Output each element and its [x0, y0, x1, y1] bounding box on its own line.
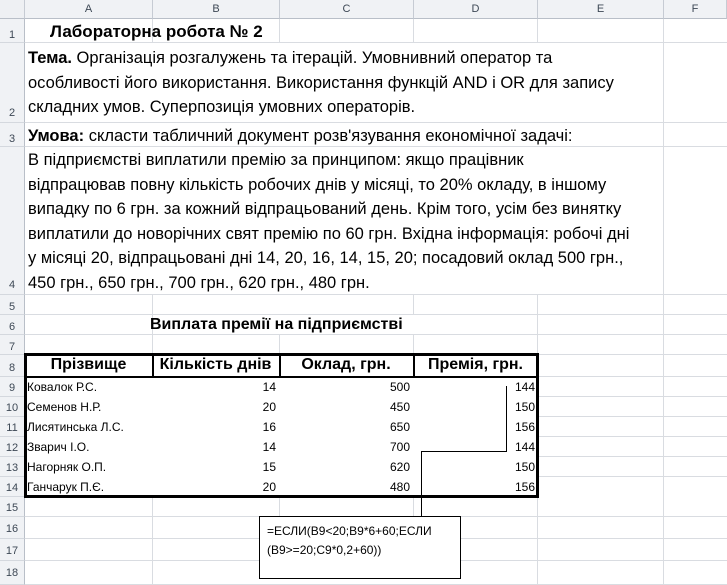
gridline: [279, 335, 280, 355]
gridline: [538, 456, 727, 457]
column-header-e[interactable]: E: [538, 0, 664, 19]
gridline: [25, 42, 727, 43]
gridline: [413, 497, 414, 517]
gridline: [279, 497, 280, 517]
header-bonus[interactable]: Премія, грн.: [427, 356, 523, 373]
table-border-right: [536, 353, 539, 498]
table-row-2-name[interactable]: Семенов Н.Р.: [27, 400, 102, 414]
table-row-5-days[interactable]: 15: [262, 460, 276, 474]
table-border-left: [24, 353, 27, 498]
table-row-1-days[interactable]: 14: [262, 380, 276, 394]
row-header-9[interactable]: 9: [0, 377, 25, 397]
select-all-corner[interactable]: [0, 0, 25, 19]
table-title: Виплата премії на підприємстві: [150, 316, 403, 333]
table-divider-ab: [152, 353, 154, 377]
condition-label: Умова:: [28, 127, 85, 145]
column-header-a[interactable]: A: [25, 0, 153, 19]
row-header-3[interactable]: 3: [0, 123, 25, 147]
table-border-top: [25, 353, 539, 356]
row-header-12[interactable]: 12: [0, 437, 25, 457]
callout-line-vertical-left: [421, 451, 422, 518]
gridline: [538, 416, 727, 417]
table-row-6-bonus[interactable]: 156: [514, 480, 535, 494]
table-border-header-bottom: [25, 376, 539, 378]
gridline: [25, 334, 727, 335]
table-row-1-name[interactable]: Ковалок Р.С.: [27, 380, 98, 394]
table-row-3-name[interactable]: Лисятинська Л.С.: [27, 420, 124, 434]
table-divider-cd: [413, 353, 415, 377]
table-row-1-bonus[interactable]: 144: [514, 380, 535, 394]
gridline: [538, 354, 727, 355]
gridline: [25, 122, 727, 123]
table-row-3-days[interactable]: 16: [262, 420, 276, 434]
theme-line-1: [28, 46, 668, 71]
table-row-5-bonus[interactable]: 150: [514, 460, 535, 474]
table-row-4-salary[interactable]: 700: [389, 440, 410, 454]
header-surname[interactable]: Прізвище: [50, 356, 127, 373]
theme-line-3: складних умов. Суперпозиція умовних операторів.: [28, 98, 416, 116]
gridline: [538, 396, 727, 397]
row-header-1[interactable]: 1: [0, 19, 25, 43]
callout-line-horizontal: [421, 451, 507, 452]
row-header-13[interactable]: 13: [0, 457, 25, 477]
table-row-4-name[interactable]: Зварич І.О.: [27, 440, 90, 454]
table-row-2-days[interactable]: 20: [262, 400, 276, 414]
table-row-3-bonus[interactable]: 156: [514, 420, 535, 434]
row-header-5[interactable]: 5: [0, 295, 25, 315]
column-header-d[interactable]: D: [414, 0, 538, 19]
gridline: [538, 376, 727, 377]
table-row-6-name[interactable]: Ганчарук П.Є.: [27, 480, 105, 494]
table-row-4-bonus[interactable]: 144: [514, 440, 535, 454]
row-header-11[interactable]: 11: [0, 417, 25, 437]
row-header-14[interactable]: 14: [0, 477, 25, 497]
gridline: [537, 19, 538, 43]
row-header-8[interactable]: 8: [0, 355, 25, 377]
theme-line-1-text: Організація розгалужень та ітерацій. Умовнивний оператор та: [71, 49, 553, 67]
task-line-2: відпрацював повну кількість робочих днів у місяці, то 20% окладу, в іншому: [28, 175, 607, 194]
row-header-2[interactable]: 2: [0, 43, 25, 123]
gridline: [538, 436, 727, 437]
table-row-2-bonus[interactable]: 150: [514, 400, 535, 414]
row-header-10[interactable]: 10: [0, 397, 25, 417]
table-row-3-salary[interactable]: 650: [389, 420, 410, 434]
table-divider-bc: [279, 353, 281, 377]
gridline: [25, 314, 727, 315]
table-row-1-salary[interactable]: 500: [389, 380, 410, 394]
gridline: [413, 335, 414, 355]
column-header-b[interactable]: B: [153, 0, 280, 19]
theme-line-2: особливості його використання. Використання функцій AND і OR для запису: [28, 73, 614, 92]
task-paragraph: [28, 148, 668, 295]
gridline: [413, 19, 414, 43]
condition-line: [28, 124, 573, 149]
lab-title: Лабораторна робота № 2: [50, 22, 263, 41]
condition-text: скласти табличний документ розв'язування економічної задачі:: [84, 127, 573, 145]
header-salary[interactable]: Оклад, грн.: [301, 356, 391, 373]
row-header-15[interactable]: 15: [0, 497, 25, 517]
table-row-5-name[interactable]: Нагорняк О.П.: [27, 460, 107, 474]
task-line-3: випадку по 6 грн. за кожний відпрацьований день. Крім того, усім без винятку: [28, 200, 622, 218]
table-row-6-salary[interactable]: 480: [389, 480, 410, 494]
formula-callout[interactable]: [259, 516, 461, 579]
gridline: [538, 476, 727, 477]
column-header-f[interactable]: F: [664, 0, 727, 19]
row-header-17[interactable]: 17: [0, 539, 25, 561]
row-header-4[interactable]: 4: [0, 147, 25, 295]
theme-paragraph: [28, 46, 668, 120]
task-line-5: у місяці 20, відпрацьовані дні 14, 20, 16, 14, 15, 20; посадовий оклад 500 грн.,: [28, 249, 624, 267]
row-header-18[interactable]: 18: [0, 561, 25, 585]
table-row-4-days[interactable]: 14: [262, 440, 276, 454]
task-line-6: 450 грн., 650 грн., 700 грн., 620 грн., 480 грн.: [28, 273, 370, 292]
callout-line-vertical-right: [506, 386, 507, 452]
formula-line-1: =ЕСЛИ(B9<20;B9*6+60;ЕСЛИ: [267, 524, 432, 538]
row-header-16[interactable]: 16: [0, 517, 25, 539]
task-line-1: В підприємстві виплатили премію за принципом: якщо працівник: [28, 151, 524, 169]
gridline: [279, 19, 280, 43]
row-header-7[interactable]: 7: [0, 335, 25, 355]
formula-line-2: (B9>=20;C9*0,2+60)): [267, 543, 382, 557]
header-days[interactable]: Кількість днів: [159, 356, 272, 373]
theme-label: Тема.: [28, 49, 72, 67]
task-line-4: виплатили до новорічних свят премію по 60 грн. Вхідна інформація: робочі дні: [28, 224, 630, 243]
gridline: [413, 295, 414, 315]
column-header-c[interactable]: C: [280, 0, 414, 19]
row-header-6[interactable]: 6: [0, 315, 25, 335]
table-row-2-salary[interactable]: 450: [389, 400, 410, 414]
table-row-5-salary[interactable]: 620: [389, 460, 410, 474]
gridline: [152, 497, 153, 585]
table-border-bottom: [25, 495, 539, 498]
table-row-6-days[interactable]: 20: [262, 480, 276, 494]
